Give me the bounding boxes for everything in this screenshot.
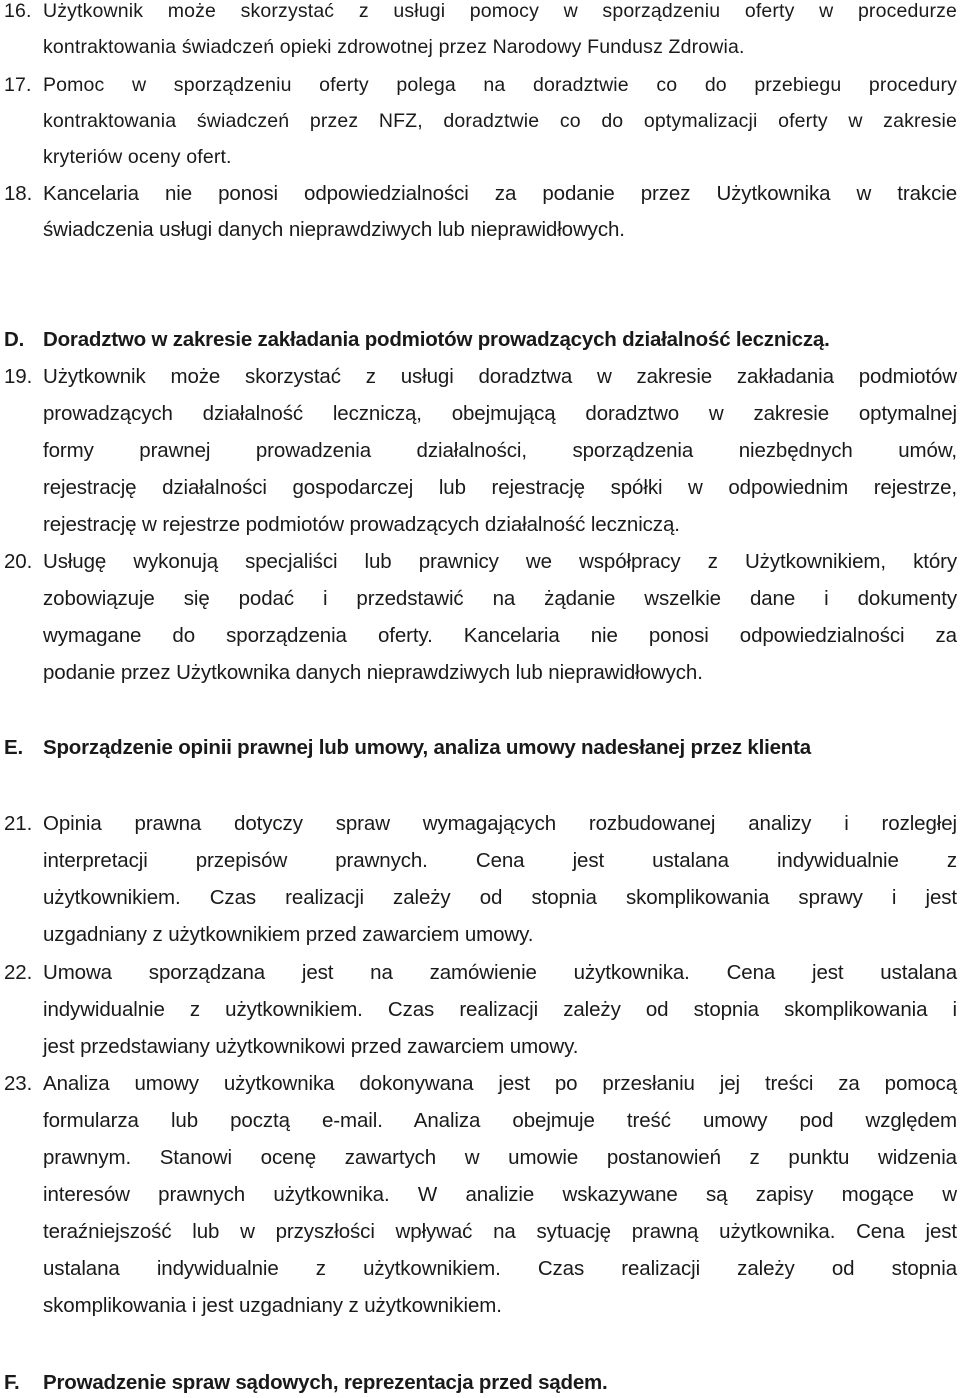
text-line: zobowiązuje się podać i przedstawić na żądanie wszelkie dane i dokumenty <box>43 587 957 610</box>
text-line: prowadzących działalność leczniczą, obejmującą doradztwo w zakresie optymalnej <box>43 402 957 425</box>
text-line: interpretacji przepisów prawnych. Cena jest ustalana indywidualnie z <box>43 849 957 872</box>
item-number: 16. <box>4 0 32 22</box>
text-line: indywidualnie z użytkownikiem. Czas realizacji zależy od stopnia skomplikowania i <box>43 998 957 1021</box>
text-line: Usługę wykonują specjaliści lub prawnicy we współpracy z Użytkownikiem, który <box>43 550 957 573</box>
text-line: jest przedstawiany użytkownikowi przed zawarciem umowy. <box>43 1035 579 1058</box>
text-line: Analiza umowy użytkownika dokonywana jest po przesłaniu jej treści za pomocą <box>43 1072 957 1095</box>
item-number: 19. <box>4 365 33 388</box>
text-line: ustalana indywidualnie z użytkownikiem. Czas realizacji zależy od stopnia <box>43 1257 957 1280</box>
text-line: uzgadniany z użytkownikiem przed zawarciem umowy. <box>43 923 534 946</box>
text-line: rejestrację w rejestrze podmiotów prowadzących działalność leczniczą. <box>43 513 680 536</box>
section-letter: F. <box>4 1371 20 1394</box>
item-number: 22. <box>4 961 33 984</box>
text-line: wymagane do sporządzenia oferty. Kancelaria nie ponosi odpowiedzialności za <box>43 624 957 647</box>
text-line: interesów prawnych użytkownika. W analizie wskazywane są zapisy mogące w <box>43 1183 957 1206</box>
text-line: podanie przez Użytkownika danych nieprawdziwych lub nieprawidłowych. <box>43 661 703 684</box>
text-line: kontraktowania świadczeń przez NFZ, doradztwie co do optymalizacji oferty w zakresie <box>43 110 957 132</box>
text-line: formy prawnej prowadzenia działalności, sporządzenia niezbędnych umów, <box>43 439 957 462</box>
item-number: 18. <box>4 182 33 205</box>
section-title: Prowadzenie spraw sądowych, reprezentacja przed sądem. <box>43 1371 608 1394</box>
section-title: Doradztwo w zakresie zakładania podmiotów prowadzących działalność leczniczą. <box>43 328 830 351</box>
text-line: teraźniejszość lub w przyszłości wpływać na sytuację prawną użytkownika. Cena jest <box>43 1220 957 1243</box>
text-line: kryteriów oceny ofert. <box>43 146 232 168</box>
item-number: 21. <box>4 812 33 835</box>
text-line: świadczenia usługi danych nieprawdziwych lub nieprawidłowych. <box>43 218 625 241</box>
section-title: Sporządzenie opinii prawnej lub umowy, analiza umowy nadesłanej przez klienta <box>43 736 811 759</box>
text-line: Użytkownik może skorzystać z usługi doradztwa w zakresie zakładania podmiotów <box>43 365 957 388</box>
text-line: Kancelaria nie ponosi odpowiedzialności za podanie przez Użytkownika w trakcie <box>43 182 957 205</box>
item-number: 17. <box>4 74 32 96</box>
item-number: 23. <box>4 1072 33 1095</box>
text-line: formularza lub pocztą e-mail. Analiza obejmuje treść umowy pod względem <box>43 1109 957 1132</box>
text-line: Opinia prawna dotyczy spraw wymagających rozbudowanej analizy i rozległej <box>43 812 957 835</box>
text-line: Umowa sporządzana jest na zamówienie użytkownika. Cena jest ustalana <box>43 961 957 984</box>
text-line: kontraktowania świadczeń opieki zdrowotnej przez Narodowy Fundusz Zdrowia. <box>43 36 745 58</box>
text-line: rejestrację działalności gospodarczej lub rejestrację spółki w odpowiednim rejestrze, <box>43 476 957 499</box>
text-line: Pomoc w sporządzeniu oferty polega na doradztwie co do przebiegu procedury <box>43 74 957 96</box>
text-line: Użytkownik może skorzystać z usługi pomocy w sporządzeniu oferty w procedurze <box>43 0 957 22</box>
text-line: prawnym. Stanowi ocenę zawartych w umowie postanowień z punktu widzenia <box>43 1146 957 1169</box>
section-letter: D. <box>4 328 25 351</box>
item-number: 20. <box>4 550 33 573</box>
text-line: użytkownikiem. Czas realizacji zależy od stopnia skomplikowania sprawy i jest <box>43 886 957 909</box>
section-letter: E. <box>4 736 23 759</box>
text-line: skomplikowania i jest uzgadniany z użytkownikiem. <box>43 1294 502 1317</box>
